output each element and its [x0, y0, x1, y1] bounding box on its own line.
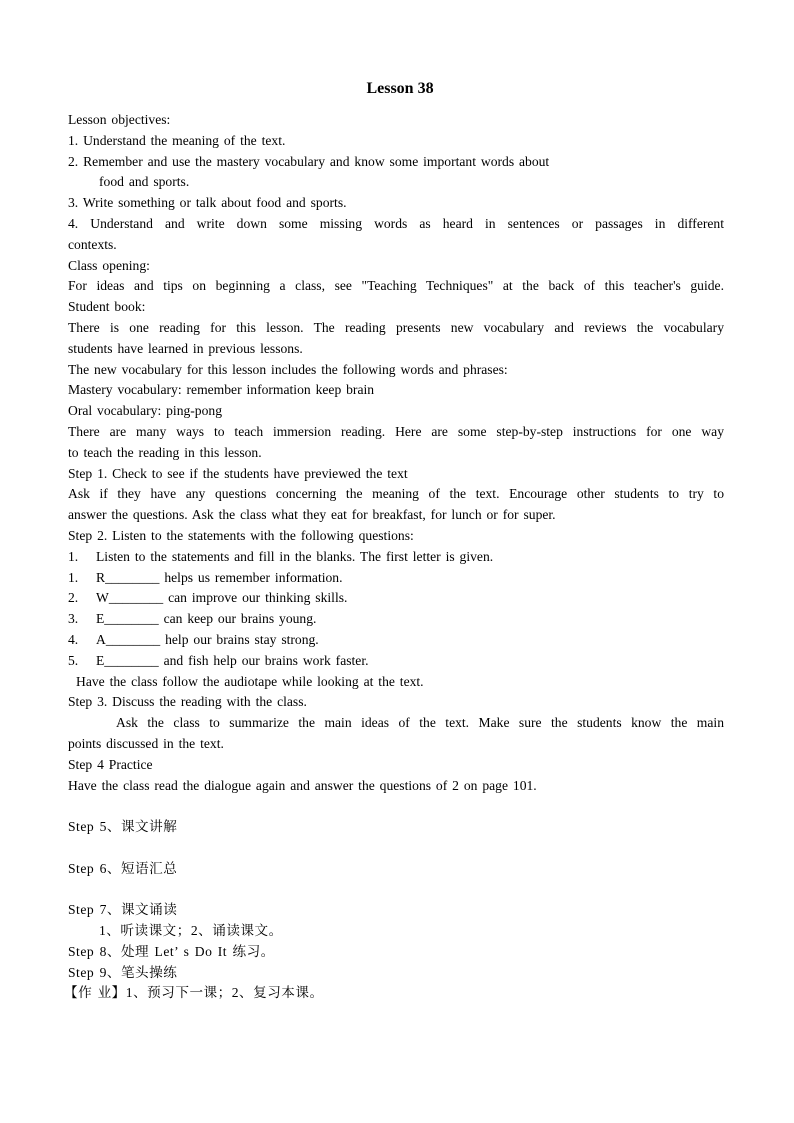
- blank-item-1: [68, 568, 724, 589]
- step-6-heading: Step 6、短语汇总: [68, 860, 178, 876]
- list-text: W________ can improve our thinking skills.: [96, 590, 348, 606]
- list-number: 2.: [68, 590, 79, 606]
- step-1-text: Ask if they have any questions concerning the meaning of the text. Encourage other students to try to: [68, 486, 724, 502]
- spacer: [68, 838, 724, 859]
- step-2-instruction: [68, 547, 724, 568]
- step-3-heading: Step 3. Discuss the reading with the class.: [68, 694, 307, 710]
- student-book-text-cont: students have learned in previous lessons.: [68, 340, 303, 356]
- lesson-title: Lesson 38: [366, 80, 434, 97]
- list-text: A________ help our brains stay strong.: [96, 631, 319, 647]
- homework-line: 【作 业】1、预习下一课；2、复习本课。: [64, 985, 324, 1001]
- spacer: [68, 879, 724, 900]
- oral-vocabulary: Oral vocabulary: ping-pong: [68, 403, 222, 419]
- step-7-heading: Step 7、课文诵读: [68, 902, 178, 918]
- blank-item-5: [68, 651, 724, 672]
- objective-1: 1. Understand the meaning of the text.: [68, 132, 286, 148]
- teaching-text-cont: to teach the reading in this lesson.: [68, 444, 262, 460]
- step-3-text: Ask the class to summarize the main ideas of the text. Make sure the students know the main: [116, 715, 724, 731]
- step-9-heading: Step 9、笔头操练: [68, 964, 178, 980]
- blank-item-3: [68, 609, 724, 630]
- objective-3: 3. Write something or talk about food and sports.: [68, 195, 347, 211]
- step-3-text-cont: points discussed in the text.: [68, 735, 224, 751]
- list-text: Listen to the statements and fill in the blanks. The first letter is given.: [96, 548, 494, 564]
- list-number: 4.: [68, 631, 79, 647]
- blank-item-2: [68, 588, 724, 609]
- list-text: E________ and fish help our brains work faster.: [96, 652, 369, 668]
- student-book-text: There is one reading for this lesson. The reading presents new vocabulary and reviews the vocabulary: [68, 319, 724, 335]
- objectives-heading: Lesson objectives:: [68, 112, 171, 127]
- teaching-text: There are many ways to teach immersion reading. Here are some step-by-step instructions for one way: [68, 423, 724, 439]
- objective-4-cont: contexts.: [68, 236, 117, 252]
- list-number: 1.: [68, 569, 79, 585]
- step-2-heading: Step 2. Listen to the statements with the following questions:: [68, 527, 414, 543]
- list-number: 1.: [68, 548, 79, 564]
- step-5-heading: Step 5、课文讲解: [68, 819, 178, 835]
- spacer: [68, 796, 724, 817]
- step-1-heading: Step 1. Check to see if the students have previewed the text: [68, 465, 408, 481]
- audiotape-text: Have the class follow the audiotape while looking at the text.: [76, 673, 424, 689]
- new-vocabulary-text: The new vocabulary for this lesson includes the following words and phrases:: [68, 361, 508, 377]
- list-text: E________ can keep our brains young.: [96, 611, 317, 627]
- step-8-heading: Step 8、处理 Let’ s Do It 练习。: [68, 943, 275, 959]
- objective-2-cont: food and sports.: [99, 174, 190, 190]
- lesson-body: [64, 110, 724, 1004]
- list-text: R________ helps us remember information.: [96, 569, 343, 585]
- step-4-heading: Step 4 Practice: [68, 756, 153, 772]
- objective-2: 2. Remember and use the mastery vocabulary and know some important words about: [68, 153, 550, 169]
- step-4-text: Have the class read the dialogue again and answer the questions of 2 on page 101.: [68, 777, 537, 793]
- objective-4: 4. Understand and write down some missing words as heard in sentences or passages in different: [68, 215, 724, 231]
- list-number: 3.: [68, 611, 79, 627]
- step-1-text-cont: answer the questions. Ask the class what they eat for breakfast, for lunch or for super.: [68, 507, 556, 523]
- list-number: 5.: [68, 652, 79, 668]
- class-opening-text: For ideas and tips on beginning a class, see "Teaching Techniques" at the back of this teacher's guide.: [68, 278, 724, 294]
- student-book-heading: Student book:: [68, 299, 146, 315]
- class-opening-heading: Class opening:: [68, 257, 150, 273]
- step-7-text: 1、听读课文；2、诵读课文。: [99, 923, 283, 939]
- blank-item-4: [68, 630, 724, 651]
- mastery-vocabulary: Mastery vocabulary: remember information keep brain: [68, 382, 375, 398]
